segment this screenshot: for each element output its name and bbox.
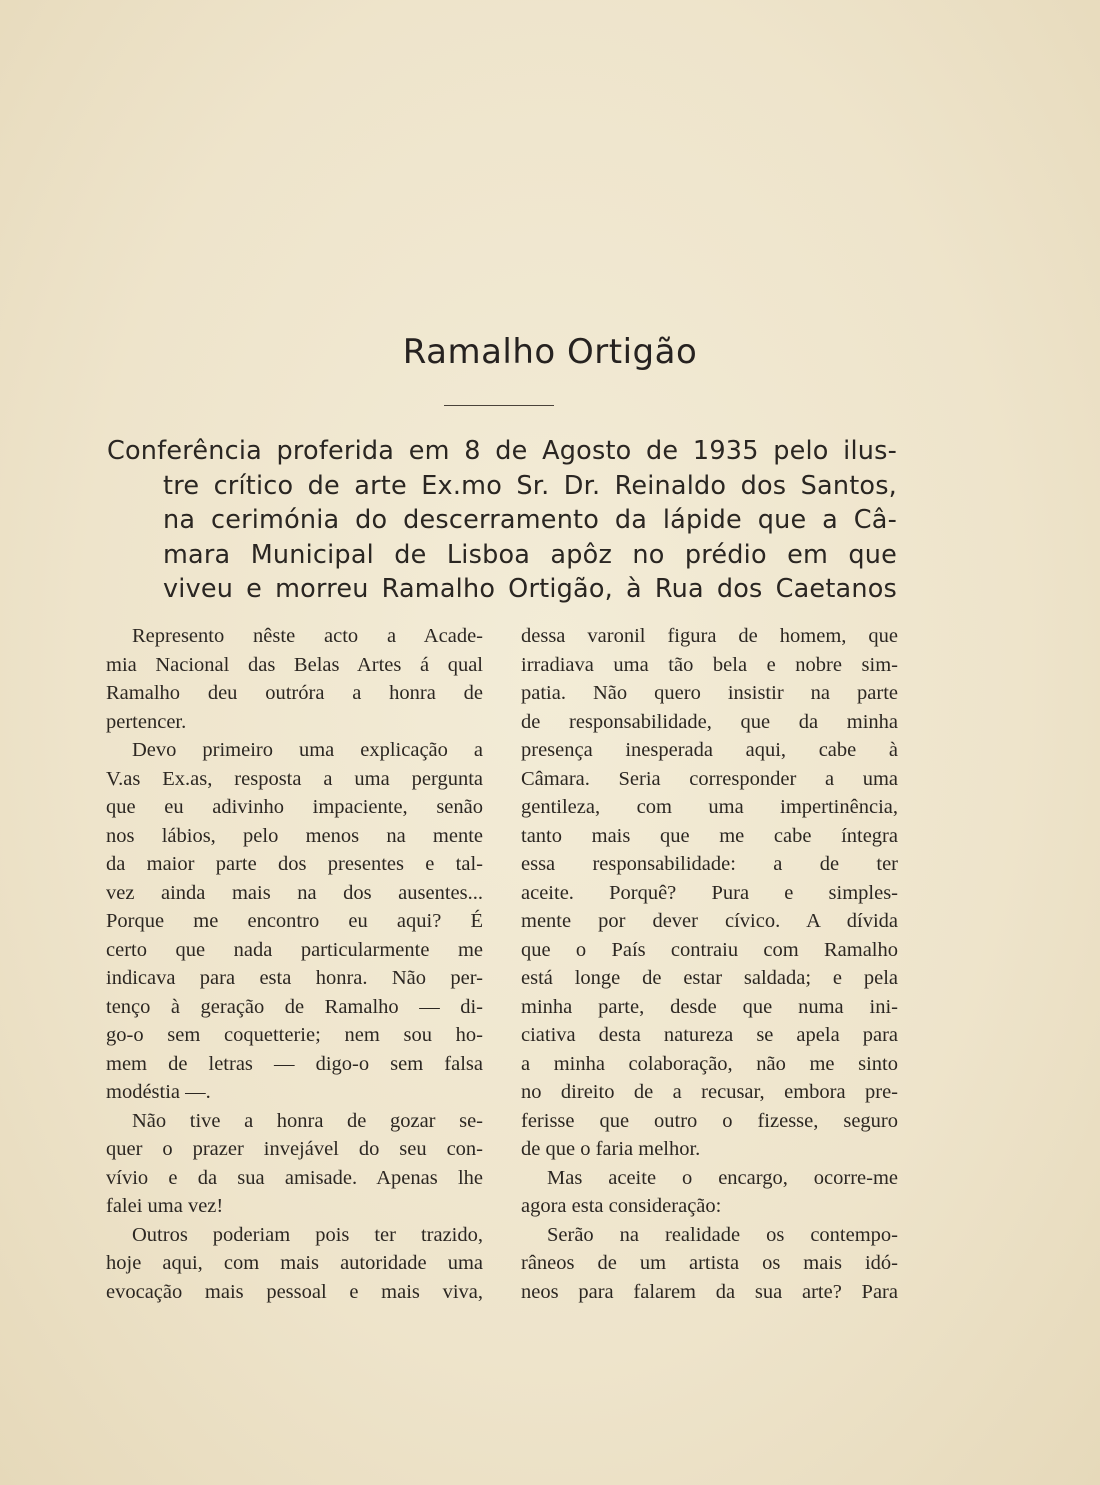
text-line: V.as Ex.as, resposta a uma pergunta [106,767,483,790]
subtitle-line: tre crítico de arte Ex.mo Sr. Dr. Reinaldo dos Santos, [163,470,897,501]
text-line: Outros poderiam pois ter trazido, [132,1223,483,1246]
text-line: presença inesperada aqui, cabe à [521,739,898,761]
text-line: minha parte, desde que numa ini- [521,995,898,1018]
text-line: evocação mais pessoal e mais viva, [106,1280,483,1303]
text-line: no direito de a recusar, embora pre- [521,1081,898,1103]
text-line: irradiava uma tão bela e nobre sim- [521,653,898,676]
page-title: Ramalho Ortigão [402,332,698,372]
text-line: vívio e da sua amisade. Apenas lhe [106,1166,483,1189]
text-line: mente por dever cívico. A dívida [521,910,898,932]
text-line: ciativa desta natureza se apela para [521,1024,898,1046]
text-line: modéstia —. [106,1081,211,1103]
text-line: a minha colaboração, não me sinto [521,1052,898,1075]
text-line: vez ainda mais na dos ausentes... [106,881,483,904]
text-line: mem de letras — digo-o sem falsa [106,1052,483,1075]
text-line: dessa varonil figura de homem, que [521,625,898,647]
text-line: Câmara. Seria corresponder a uma [521,767,898,790]
text-line: indicava para esta honra. Não per- [106,967,483,989]
text-line: pertencer. [106,710,187,733]
text-line: patia. Não quero insistir na parte [521,682,898,704]
text-line: tanto mais que me cabe íntegra [521,824,898,847]
text-line: neos para falarem da sua arte? Para [521,1280,898,1303]
text-line: essa responsabilidade: a de ter [521,853,898,875]
lecture-subtitle [107,434,897,607]
text-line: está longe de estar saldada; e pela [521,967,898,989]
text-line: de responsabilidade, que da minha [521,710,898,733]
text-line: hoje aqui, com mais autoridade uma [106,1252,483,1274]
text-line: que o País contraiu com Ramalho [521,938,898,961]
subtitle-line: na cerimónia do descerramento da lápide que a Câ- [163,505,897,535]
text-line: Devo primeiro uma explicação a [132,739,483,761]
title-divider [444,405,554,406]
text-line: falei uma vez! [106,1195,224,1217]
text-line: certo que nada particularmente me [106,938,483,961]
text-line: Não tive a honra de gozar se- [132,1109,483,1132]
subtitle-line: mara Municipal de Lisboa apôz no prédio em que [163,539,897,570]
text-line: da maior parte dos presentes e tal- [106,853,483,875]
text-line: Porque me encontro eu aqui? É [106,910,483,932]
text-line: aceite. Porquê? Pura e simples- [521,881,898,904]
text-line: mia Nacional das Belas Artes á qual [106,653,483,676]
subtitle-line: Conferência proferida em 8 de Agosto de 1935 pelo ilus- [107,436,897,466]
text-line: râneos de um artista os mais idó- [521,1252,898,1274]
text-line: quer o prazer invejável do seu con- [106,1138,483,1160]
text-line: nos lábios, pelo menos na mente [106,824,483,847]
text-line: gentileza, com uma impertinência, [521,796,898,818]
text-line: que eu adivinho impaciente, senão [106,796,483,818]
text-line: agora esta consideração: [521,1195,722,1217]
text-line: Serão na realidade os contempo- [547,1223,898,1246]
left-column [106,622,483,1306]
right-column [521,622,898,1306]
text-line: Mas aceite o encargo, ocorre-me [547,1166,898,1189]
text-line: ferisse que outro o fizesse, seguro [521,1109,898,1132]
text-line: tenço à geração de Ramalho — di- [106,995,483,1018]
text-line: Ramalho deu outróra a honra de [106,682,483,704]
text-line: Represento nêste acto a Acade- [132,625,483,647]
subtitle-line: viveu e morreu Ramalho Ortigão, à Rua dos Caetanos [163,574,897,604]
text-line: go-o sem coquetterie; nem sou ho- [106,1024,483,1046]
text-line: de que o faria melhor. [521,1138,701,1160]
